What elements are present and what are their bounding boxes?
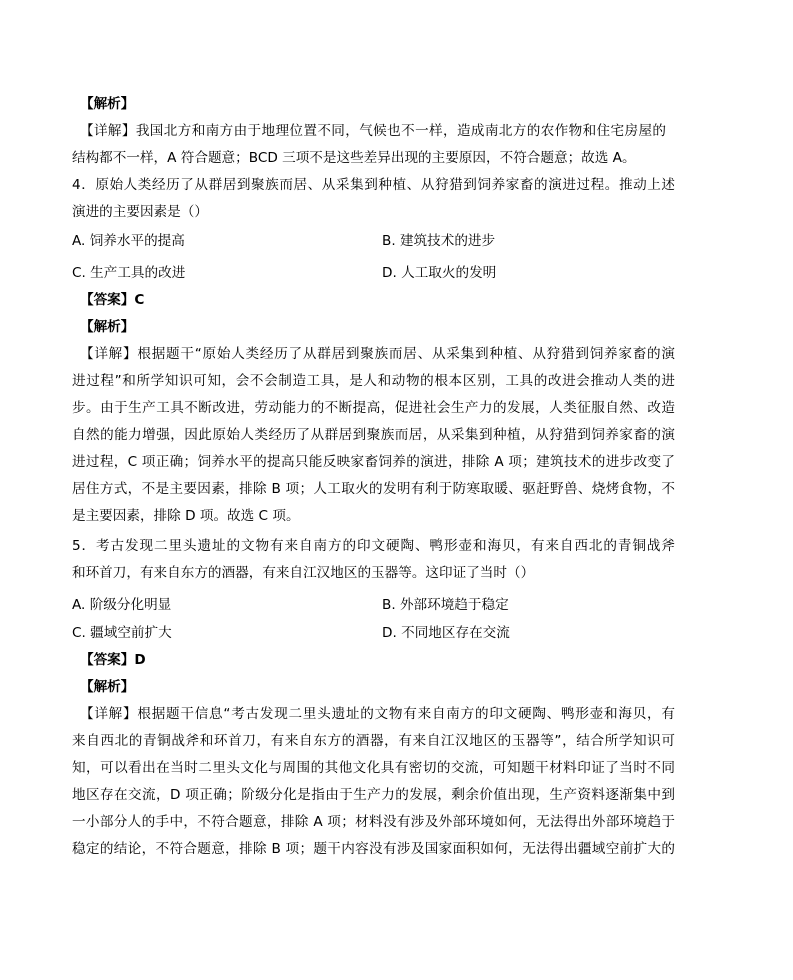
- q4-answer: 【答案】C: [80, 292, 145, 308]
- q4-option-b: B. 建筑技术的进步: [382, 233, 496, 249]
- q3-detail-line-2: 结构都不一样，A 符合题意；BCD 三项不是这些差异出现的主要原因，不符合题意；故选 A。: [72, 150, 636, 166]
- q5-detail-line-3: 知，可以看出在当时二里头文化与周围的其他文化具有密切的交流，可知题干材料印证了当时不同: [72, 760, 675, 776]
- q4-option-d: D. 人工取火的发明: [382, 265, 497, 281]
- q5-detail-line-2: 来自西北的青铜战斧和环首刀，有来自东方的酒器，有来自江汉地区的玉器等”，结合所学知识可: [72, 733, 675, 749]
- q4-detail-line-2: 进过程”和所学知识可知，会不会制造工具，是人和动物的根本区别，工具的改进会推动人类的进: [72, 373, 675, 389]
- q3-detail-line-1: 【详解】我国北方和南方由于地理位置不同，气候也不一样，造成南北方的农作物和住宅房屋的: [80, 123, 666, 139]
- q5-option-c: C. 疆域空前扩大: [72, 625, 172, 641]
- q4-stem-line-1: 4．原始人类经历了从群居到聚族而居、从采集到种植、从狩猎到饲养家畜的演进过程。推动上述: [72, 177, 675, 193]
- q5-detail-line-5: 一小部分人的手中，不符合题意，排除 A 项；材料没有涉及外部环境如何，无法得出外部环境趋于: [72, 814, 675, 830]
- q4-detail-line-6: 居住方式，不是主要因素，排除 B 项；人工取火的发明有利于防寒取暖、驱赶野兽、烧烤食物，不: [72, 481, 675, 497]
- q4-option-c: C. 生产工具的改进: [72, 265, 186, 281]
- q5-detail-line-1: 【详解】根据题干信息“考古发现二里头遗址的文物有来自南方的印文硬陶、鸭形壶和海贝，有: [80, 706, 675, 722]
- q5-option-d: D. 不同地区存在交流: [382, 625, 510, 641]
- q4-detail-line-5: 进过程，C 项正确；饲养水平的提高只能反映家畜饲养的演进，排除 A 项；建筑技术的进步改变了: [72, 454, 675, 470]
- q4-detail-line-3: 步。由于生产工具不断改进，劳动能力的不断提高，促进社会生产力的发展，人类征服自然、改造: [72, 400, 675, 416]
- q4-option-a: A. 饲养水平的提高: [72, 233, 185, 249]
- q5-detail-line-6: 稳定的结论，不符合题意，排除 B 项；题干内容没有涉及国家面积如何，无法得出疆域空前扩大的: [72, 841, 675, 857]
- q5-stem-line-1: 5．考古发现二里头遗址的文物有来自南方的印文硬陶、鸭形壶和海贝，有来自西北的青铜战斧: [72, 538, 675, 554]
- q5-stem-line-2: 和环首刀，有来自东方的酒器，有来自江汉地区的玉器等。这印证了当时（）: [72, 565, 535, 581]
- q5-option-a: A. 阶级分化明显: [72, 597, 172, 613]
- q5-answer: 【答案】D: [80, 652, 146, 668]
- q5-detail-line-4: 地区存在交流，D 项正确；阶级分化是指由于生产力的发展，剩余价值出现，生产资料逐渐集中到: [72, 787, 675, 803]
- q4-stem-line-2: 演进的主要因素是（）: [72, 204, 208, 220]
- q4-detail-line-1: 【详解】根据题干“原始人类经历了从群居到聚族而居、从采集到种植、从狩猎到饲养家畜的演: [80, 346, 675, 362]
- q5-analysis-heading: 【解析】: [80, 679, 135, 695]
- q4-analysis-heading: 【解析】: [80, 319, 135, 335]
- q4-detail-line-4: 自然的能力增强，因此原始人类经历了从群居到聚族而居，从采集到种植，从狩猎到饲养家畜的演: [72, 427, 675, 443]
- q5-option-b: B. 外部环境趋于稳定: [382, 597, 509, 613]
- q3-analysis-heading: 【解析】: [80, 96, 135, 112]
- q4-detail-line-7: 是主要因素，排除 D 项。故选 C 项。: [72, 508, 300, 524]
